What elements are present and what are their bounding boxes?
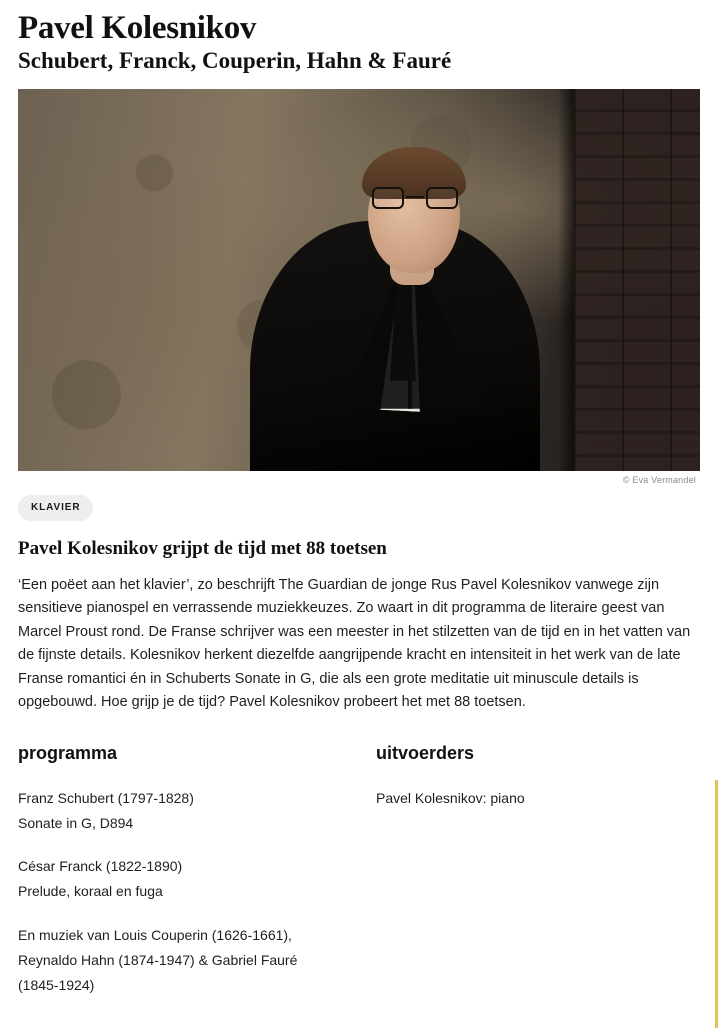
programma-group bbox=[18, 854, 376, 904]
uitvoerders-column bbox=[376, 743, 700, 1017]
uitvoerders-line: Pavel Kolesnikov: piano bbox=[376, 789, 525, 806]
page-title: Pavel Kolesnikov bbox=[18, 10, 257, 46]
uitvoerders-heading: uitvoerders bbox=[376, 742, 475, 763]
category-tag-klavier[interactable]: KLAVIER bbox=[18, 495, 93, 521]
programma-line: Reynaldo Hahn (1874-1947) & Gabriel Fauré bbox=[18, 952, 298, 969]
programma-line: En muziek van Louis Couperin (1626-1661), bbox=[18, 927, 292, 944]
hero-brick-pillar bbox=[574, 89, 700, 471]
programma-heading: programma bbox=[18, 742, 118, 763]
glasses-lens-right bbox=[426, 187, 458, 209]
programma-line: Sonate in G, D894 bbox=[18, 814, 134, 831]
glasses-lens-left bbox=[372, 187, 404, 209]
programma-line: Franz Schubert (1797-1828) bbox=[18, 789, 194, 806]
tag-row bbox=[18, 495, 700, 521]
glasses-icon bbox=[370, 187, 460, 209]
image-credit: © Eva Vermandel bbox=[622, 474, 696, 485]
programma-group bbox=[18, 786, 376, 836]
article-title: Pavel Kolesnikov grijpt de tijd met 88 toetsen bbox=[18, 537, 387, 559]
hero-image bbox=[18, 89, 700, 485]
page-header bbox=[18, 0, 700, 75]
programma-group bbox=[18, 923, 376, 998]
details-columns bbox=[18, 743, 700, 1017]
programma-column bbox=[18, 743, 376, 1017]
programma-line: César Franck (1822-1890) bbox=[18, 858, 183, 875]
portrait-figure bbox=[250, 181, 540, 471]
programma-line: Prelude, koraal en fuga bbox=[18, 883, 163, 900]
article-intro: ‘Een poëet aan het klavier’, zo beschrijft The Guardian de jonge Rus Pavel Kolesnikov vanwege zijn sensitieve pianospel en verrassende muziekkeuzes. Zo waart in dit programma de literaire geest van Marcel Proust rond. De Franse schrijver was een meester in het stilzetten van de tijd en in het vatten van de fijnste details. Kolesnikov herkent diezelfde aangrijpende kracht en intensiteit in het werk van de late Franse romantici én in Schuberts Sonate in G, die als een grote meditatie uit minuscule details is opgebouwd. Hoe grijp je de tijd? Pavel Kolesnikov probeert het met 88 toetsen. bbox=[18, 576, 691, 711]
page-subtitle: Schubert, Franck, Couperin, Hahn & Fauré bbox=[18, 48, 452, 74]
glasses-bridge bbox=[406, 196, 424, 198]
programma-line: (1845-1924) bbox=[18, 977, 95, 994]
hero-pillar-shadow bbox=[558, 89, 574, 471]
